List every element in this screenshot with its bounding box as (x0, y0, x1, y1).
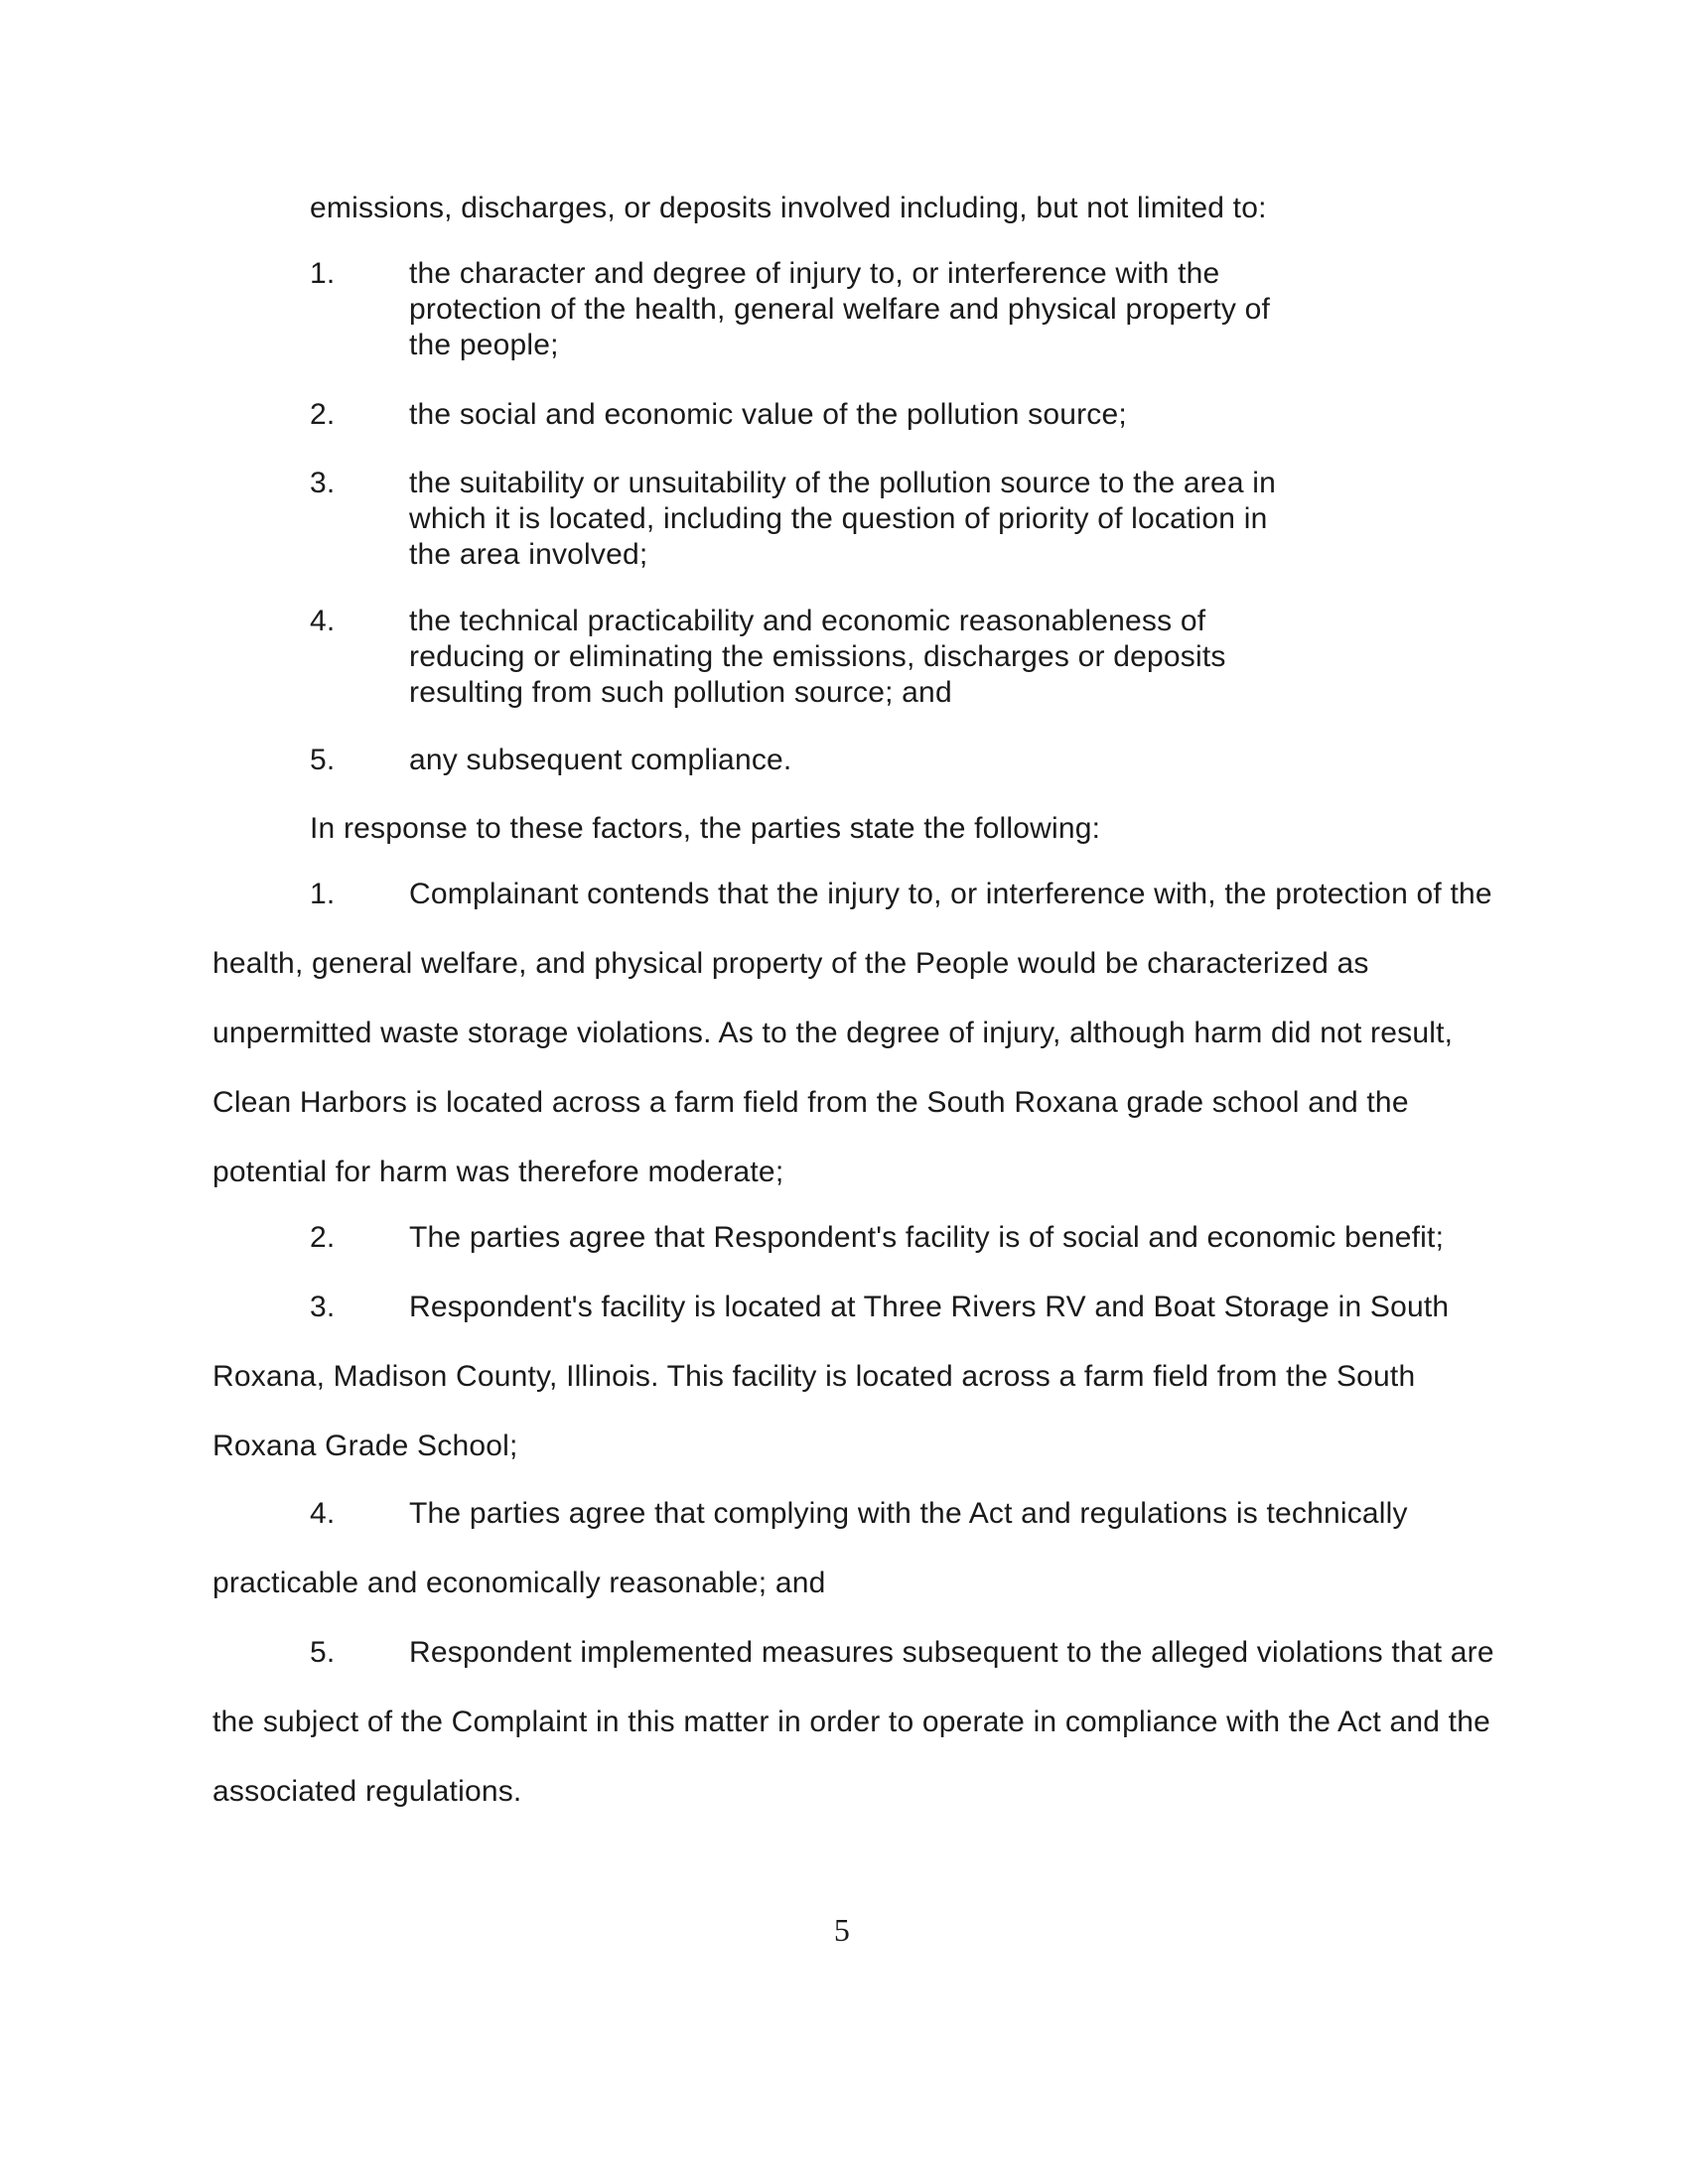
response-number: 4. (310, 1497, 336, 1530)
factor-number: 3. (310, 467, 336, 499)
factor-number: 1. (310, 257, 336, 290)
response-number: 3. (310, 1291, 336, 1323)
intro-text: emissions, discharges, or deposits involved including, but not limited to: (310, 192, 1267, 224)
factor-number: 2. (310, 398, 336, 431)
response-paragraph (212, 1203, 1503, 1273)
response-intro: In response to these factors, the parties state the following: (310, 812, 1101, 845)
response-paragraph (212, 1618, 1503, 1827)
page-number: 5 (833, 1912, 851, 1948)
response-number: 1. (310, 878, 336, 910)
response-paragraph (212, 860, 1503, 1207)
factor-item (310, 604, 1303, 713)
response-number: 2. (310, 1221, 336, 1254)
response-number: 5. (310, 1636, 336, 1669)
factor-number: 4. (310, 605, 336, 637)
response-text: The parties agree that complying with the Act and regulations is technically practicable and economically reasonable; and (212, 1497, 1408, 1599)
response-text: Complainant contends that the injury to, or interference with, the protection of the health, general welfare, and physical property of the People would be characterized as unpermitted waste storage violations. As to the degree of injury, although harm did not result, Clean Harbors is located across a farm field from the South Roxana grade school and the potential for harm was therefore moderate; (212, 878, 1492, 1188)
response-text: The parties agree that Respondent's facility is of social and economic benefit; (409, 1221, 1445, 1254)
factor-item (310, 466, 1303, 575)
response-paragraph (212, 1479, 1503, 1618)
factor-item (310, 256, 1303, 365)
response-text: Respondent's facility is located at Three Rivers RV and Boat Storage in South Roxana, Madison County, Illinois. This facility is located across a farm field from the South Roxana Grade School; (212, 1291, 1450, 1462)
factor-number: 5. (310, 744, 336, 776)
factor-text: the suitability or unsuitability of the pollution source to the area in which it is located, including the question of priority of location in the area involved; (409, 467, 1277, 571)
factor-text: the technical practicability and economic reasonableness of reducing or eliminating the emissions, discharges or deposits resulting from such pollution source; and (409, 605, 1226, 709)
factor-text: any subsequent compliance. (409, 744, 792, 776)
factor-item (310, 743, 1303, 778)
factor-item (310, 397, 1303, 433)
response-paragraph (212, 1273, 1503, 1481)
response-text: Respondent implemented measures subsequent to the alleged violations that are the subject of the Complaint in this matter in order to operate in compliance with the Act and the associated regulations. (212, 1636, 1494, 1808)
factor-text: the character and degree of injury to, or interference with the protection of the health, general welfare and physical property of the people; (409, 257, 1271, 361)
factor-text: the social and economic value of the pollution source; (409, 398, 1127, 431)
